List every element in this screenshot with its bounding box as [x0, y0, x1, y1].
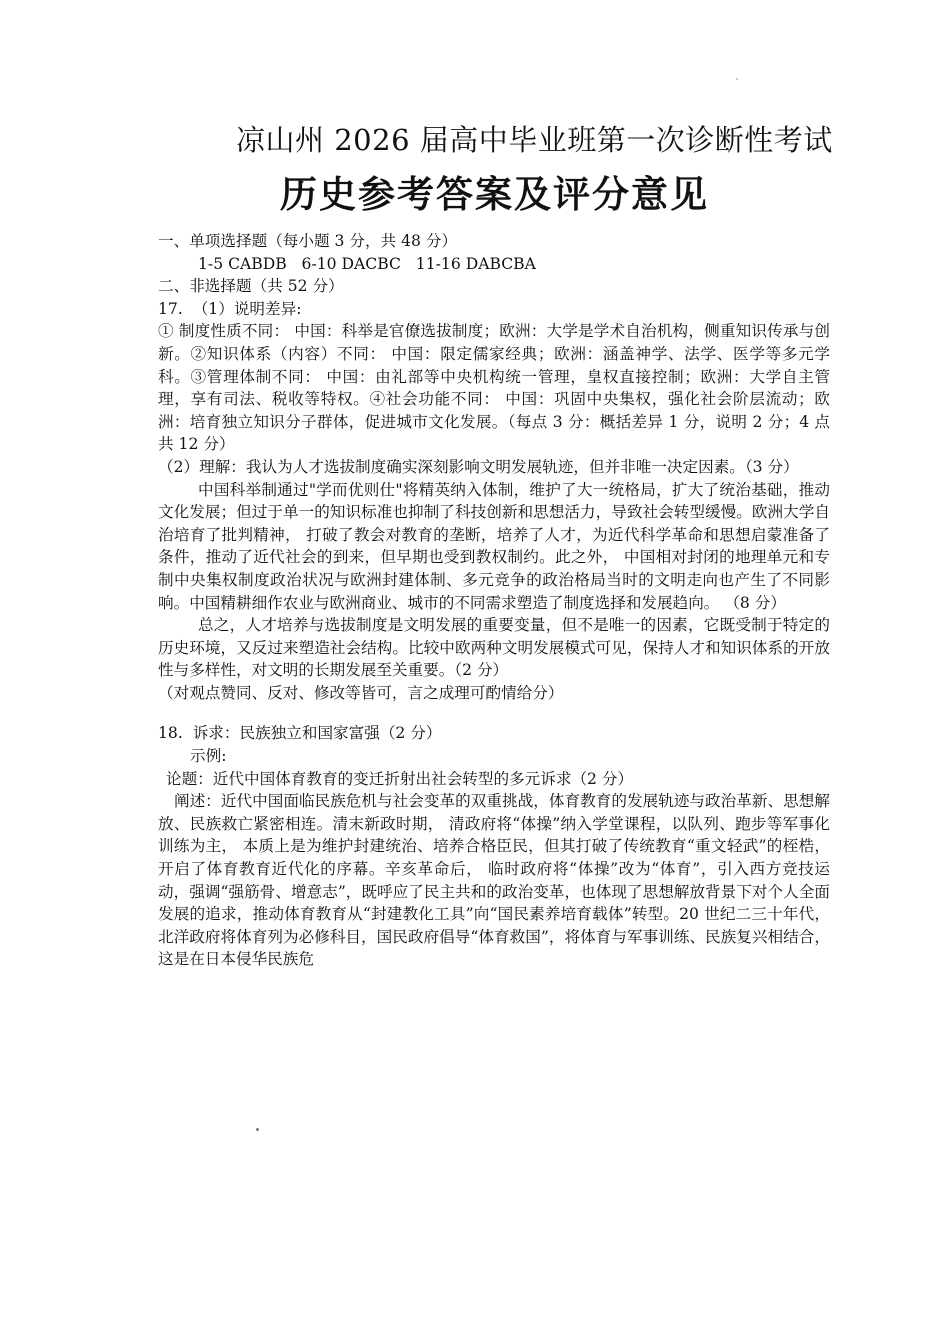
- q17-part2-para2: 总之，人才培养与选拔制度是文明发展的重要变量，但不是唯一的因素，它既受制于特定的历史环境，又反过来塑造社会结构。比较中欧两种文明发展模式可见，保持人才和知识体系的开放性与多样性，对文明的长期发展至关重要。（2 分）: [158, 616, 830, 680]
- q17-part2-para1: 中国科举制通过"学而优则仕"将精英纳入体制，维护了大一统格局，扩大了统治基础，推动文化发展；但过于单一的知识标准也抑制了科技创新和思想活力，导致社会转型缓慢。欧洲大学自治培育了批判精神， 打破了教会对教育的垄断，培养了人才，为近代科学革命和思想启蒙准备了条件，推动了近代社会的到来，但早期也受到教权制约。此之外， 中国相对封闭的地理单元和专制中央集权制度政治状况与欧洲封建体制、多元竞争的政治格局当时的文明走向也产生了不同影响。中国精耕细作农业与欧洲商业、城市的不同需求塑造了制度选择和发展趋向。 （8 分）: [158, 480, 830, 612]
- section1-heading: 一、单项选择题（每小题 3 分，共 48 分）: [158, 232, 458, 250]
- scan-speck: [736, 78, 738, 80]
- q17-part1-body: ① 制度性质不同： 中国：科举是官僚选拔制度；欧洲：大学是学术自治机构，侧重知识传承与创新。②知识体系（内容）不同： 中国：限定儒家经典；欧洲：涵盖神学、法学、医学等多元学科。③管理体制不同： 中国：由礼部等中央机构统一管理，皇权直接控制；欧洲：大学自主管理，享有司法、税收等特权。④社会功能不同： 中国：巩固中央集权，强化社会阶层流动；欧洲：培育独立知识分子群体，促进城市文化发展。（每点 3 分：概括差异 1 分，说明 2 分；4 点共 12 分）: [158, 322, 830, 454]
- q17-part1-heading: 17. （1）说明差异:: [158, 299, 302, 318]
- section2-heading: 二、非选择题（共 52 分）: [158, 277, 344, 296]
- q18-thesis: 论题：近代中国体育教育的变迁折射出社会转型的多元诉求（2 分）: [166, 769, 634, 788]
- q18-demand: 18. 诉求：民族独立和国家富强（2 分）: [158, 724, 442, 743]
- q17-part2-heading: （2）理解：我认为人才选拔制度确实深刻影响文明发展轨迹，但并非唯一决定因素。（3 分）: [158, 457, 799, 476]
- choice-answers: 1-5 CABDB 6-10 DACBC 11-16 DABCBA: [198, 254, 536, 273]
- exam-title: 凉山州 2026 届高中毕业班第一次诊断性考试: [236, 123, 833, 157]
- q18-example-label: 示例:: [190, 747, 227, 766]
- q18-elaboration: 阐述：近代中国面临民族危机与社会变革的双重挑战，体育教育的发展轨迹与政治革新、思想解放、民族救亡紧密相连。清末新政时期， 清政府将“体操”纳入学堂课程，以队列、跑步等军事化训练为主， 本质上是为维护封建统治、培养合格臣民，但其打破了传统教育“重文轻武”的桎梏，开启了体育教育近代化的序幕。辛亥革命后， 临时政府将“体操”改为“体育”，引入西方竞技运动，强调“强筋骨、增意志”，既呼应了民主共和的政治变革，也体现了思想解放背景下对个人全面发展的追求，推动体育教育从“封建教化工具”向“国民素养培育载体”转型。20 世纪二三十年代，北洋政府将体育列为必修科目，国民政府倡导“体育救国”，将体育与军事训练、民族复兴相结合， 这是在日本侵华民族危: [158, 792, 830, 969]
- q17-note: （对观点赞同、反对、修改等皆可，言之成理可酌情给分）: [158, 683, 564, 702]
- page-mark: [256, 1128, 259, 1131]
- answer-key-title: 历史参考答案及评分意见: [280, 173, 709, 216]
- document-body: [158, 230, 830, 971]
